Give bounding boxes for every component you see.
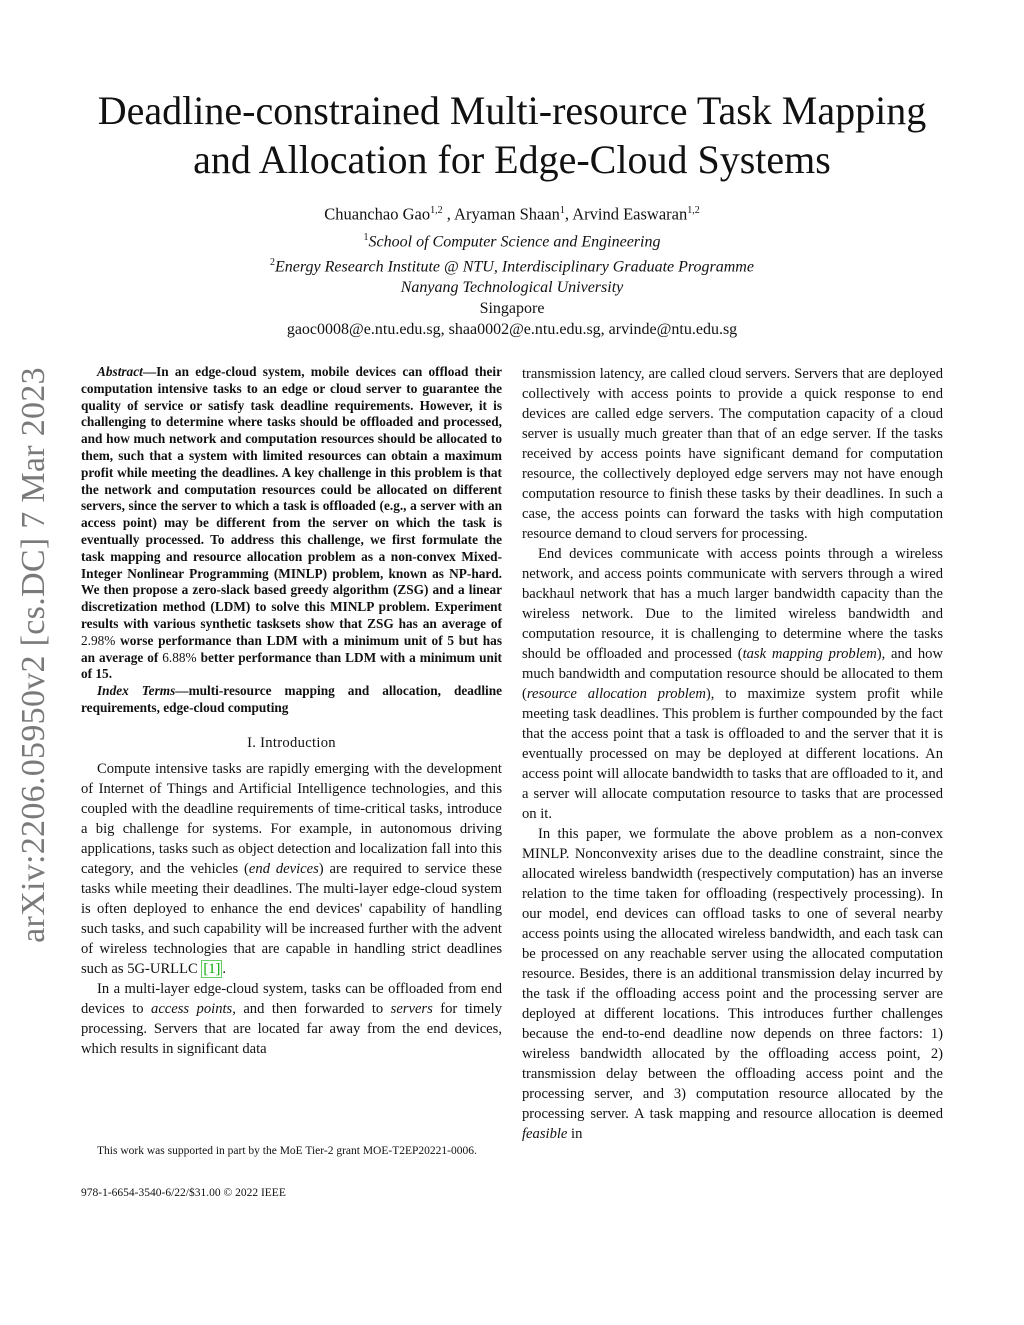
right-paragraph-2: End devices communicate with access points through a wireless network, and access points communicate with servers through a wired backhaul network that has a much larger bandwidth capacity than the wireless network. Due to the limited wireless bandwidth and computation resource, it is challenging to determine where the tasks should be offloaded and processed (task mapping problem), and how much bandwidth and computation resource should be allocated to them (resource allocation problem), to maximize system profit while meeting task deadlines. This problem is further compounded by the fact that the access point that a task is offloaded to and the server that it is eventually processed on may be deployed at different locations. An access point will allocate bandwidth to tasks that are offloaded to it, and a server will allocate computation resource to tasks that are processed on it. [522, 546, 943, 822]
affiliation-4: Singapore [479, 300, 545, 318]
abstract: Abstract—In an edge-cloud system, mobile devices can offload their computation intensive tasks to an edge or cloud server to guarantee the quality of service or satisfy task deadline requirements. However, it is challenging to determine where tasks should be offloaded and processed, and how much network and computation resources should be allocated to them, such that a system with limited resources can obtain a maximum profit while meeting the deadlines. A key challenge in this problem is that the network and computation resources could be allocated on different servers, since the server to which a task is offloaded (e.g., a server with an access point) may be different from the server on which the task is eventually processed. To address this challenge, we first formulate the task mapping and resource allocation problem as a non-convex Mixed-Integer Nonlinear Programming (MINLP) problem, known as NP-hard. We then propose a zero-slack based greedy algorithm (ZSG) and a linear discretization method (LDM) to solve this MINLP problem. Experiment results with various synthetic tasksets show that ZSG has an average of 2.98% worse performance than LDM with a minimum unit of 5 but has an average of 6.88% better performance than LDM with a minimum unit of 15. [81, 364, 502, 682]
affiliation-1-sup: 1 [363, 231, 369, 243]
abstract-label: Abstract [97, 364, 143, 379]
author-2: Aryaman Shaan [454, 204, 560, 224]
arxiv-id: arXiv:2206.05950v2 [cs.DC] 7 Mar 2023 [15, 367, 52, 943]
right-column [522, 364, 943, 1144]
footnote [81, 1144, 502, 1159]
author-sep-1: , [442, 204, 455, 224]
author-emails: gaoc0008@e.ntu.edu.sg, shaa0002@e.ntu.edu.sg, arvinde@ntu.edu.sg [286, 321, 738, 339]
affiliation-2-sup: 2 [270, 256, 276, 268]
affiliation-3: Nanyang Technological University [400, 279, 624, 297]
title-line-2: and Allocation for Edge-Cloud Systems [193, 137, 831, 182]
left-column [81, 364, 502, 1059]
author-2-sup: 1 [559, 205, 565, 216]
author-names [60, 200, 964, 225]
citation-link-1[interactable]: [1] [203, 960, 221, 977]
paper-title [60, 86, 964, 184]
intro-paragraph-1: Compute intensive tasks are rapidly emerging with the development of Internet of Things and Artificial Intelligence technologies, and this coupled with the deadline requirements of time-critical tasks, introduce a big challenge for systems. For example, in autonomous driving applications, tasks such as object detection and localization fall into this category, and the vehicles (end devices) are required to service these tasks while meeting their deadlines. The multi-layer edge-cloud system is often deployed to enhance the end devices' capability of handling such tasks, and such capability will be increased further with the advent of wireless technologies that are capable in handling strict deadlines such as 5G-URLLC [1] . [81, 760, 503, 977]
abstract-pct-2: 6.88% [162, 649, 197, 665]
section-heading-introduction: I. Introduction [247, 734, 336, 751]
author-sep-2: , [564, 204, 573, 224]
index-terms: Index Terms—multi-resource mapping and allocation, deadline requirements, edge-cloud computing [81, 683, 503, 715]
affiliation-1: $^1$School of Computer Science and Engineering [363, 231, 661, 250]
index-terms-label: Index Terms [97, 683, 176, 699]
author-1: Chuanchao Gao [324, 204, 431, 224]
right-paragraph-1: transmission latency, are called cloud servers. Servers that are deployed collectively with access points to provide a quick response to end devices are called edge servers. The computation capacity of a cloud server is usually much greater than that of an edge server. If the tasks received by access points have significant demand for computation resource, the collectively deployed edge servers may not have enough computation resource to finish these tasks by their deadlines. In such a case, the access points can forward the tasks with high computation resource demand to cloud servers for processing. [522, 366, 943, 542]
author-3-sup: 1,2 [687, 205, 700, 216]
abstract-text: In an edge-cloud system, mobile devices can offload their computation intensive tasks to an edge or cloud server to guarantee the quality of service or satisfy task deadline requirements. However, it is challenging to determine where tasks should be offloaded and processed, and how much network and computation resources should be allocated to them, such that a system with limited resources can obtain a maximum profit while meeting the deadlines. A key challenge in this problem is that the network and computation resources could be allocated on different servers, since the server to which a task is offloaded (e.g., a server with an access point) may be different from the server on which the task is eventually processed. To address this challenge, we first formulate the task mapping and resource allocation problem as a non-convex Mixed-Integer Nonlinear Programming (MINLP) problem, known as NP-hard. We then propose a zero-slack based greedy algorithm (ZSG) and a linear discretization method (LDM) to solve this MINLP problem. Experiment results with various synthetic tasksets show that ZSG has an average of [81, 364, 502, 631]
index-terms-text: multi-resource mapping and allocation, deadline requirements, edge-cloud computing [81, 683, 503, 715]
affiliation-2: $^2$Energy Research Institute @ NTU, Interdisciplinary Graduate Programme [270, 256, 754, 276]
title-line-1: Deadline-constrained Multi-resource Task Mapping [97, 88, 927, 133]
author-block [60, 200, 964, 340]
author-3: Arvind Easwaran [572, 204, 688, 224]
abstract-pct-1: 2.98% [81, 632, 116, 648]
funding-note: This work was supported in part by the MoE Tier-2 grant MOE-T2EP20221-0006. [97, 1145, 477, 1157]
arxiv-stamp [4, 350, 64, 960]
author-1-sup: 1,2 [430, 205, 443, 216]
copyright-line: 978-1-6654-3540-6/22/$31.00 © 2022 IEEE [81, 1187, 286, 1199]
right-paragraph-3: In this paper, we formulate the above problem as a non-convex MINLP. Nonconvexity arises due to the deadline constraint, since the allocated wireless bandwidth (respectively computation) has an inverse relation to the time taken for offloading (respectively processing). In our model, end devices can offload tasks to one of several nearby access points using the allocated wireless bandwidth, and each task can be processed on any reachable server using the allocated computation resource. Besides, there is an additional transmission delay incurred by the task if the offloading access point and the processing server are deployed at different locations. This introduces further challenges because the end-to-end deadline now depends on three factors: 1) wireless bandwidth allocated by the offloading access point, 2) transmission delay between the offloading access point and the processing server, and 3) computation resource allocated by the processing server. A task mapping and resource allocation is deemed feasible in [522, 826, 943, 1142]
intro-paragraph-2: In a multi-layer edge-cloud system, tasks can be offloaded from end devices to access points, and then forwarded to servers for timely processing. Servers that are located far away from the end devices, which results in significant data [81, 980, 502, 1057]
